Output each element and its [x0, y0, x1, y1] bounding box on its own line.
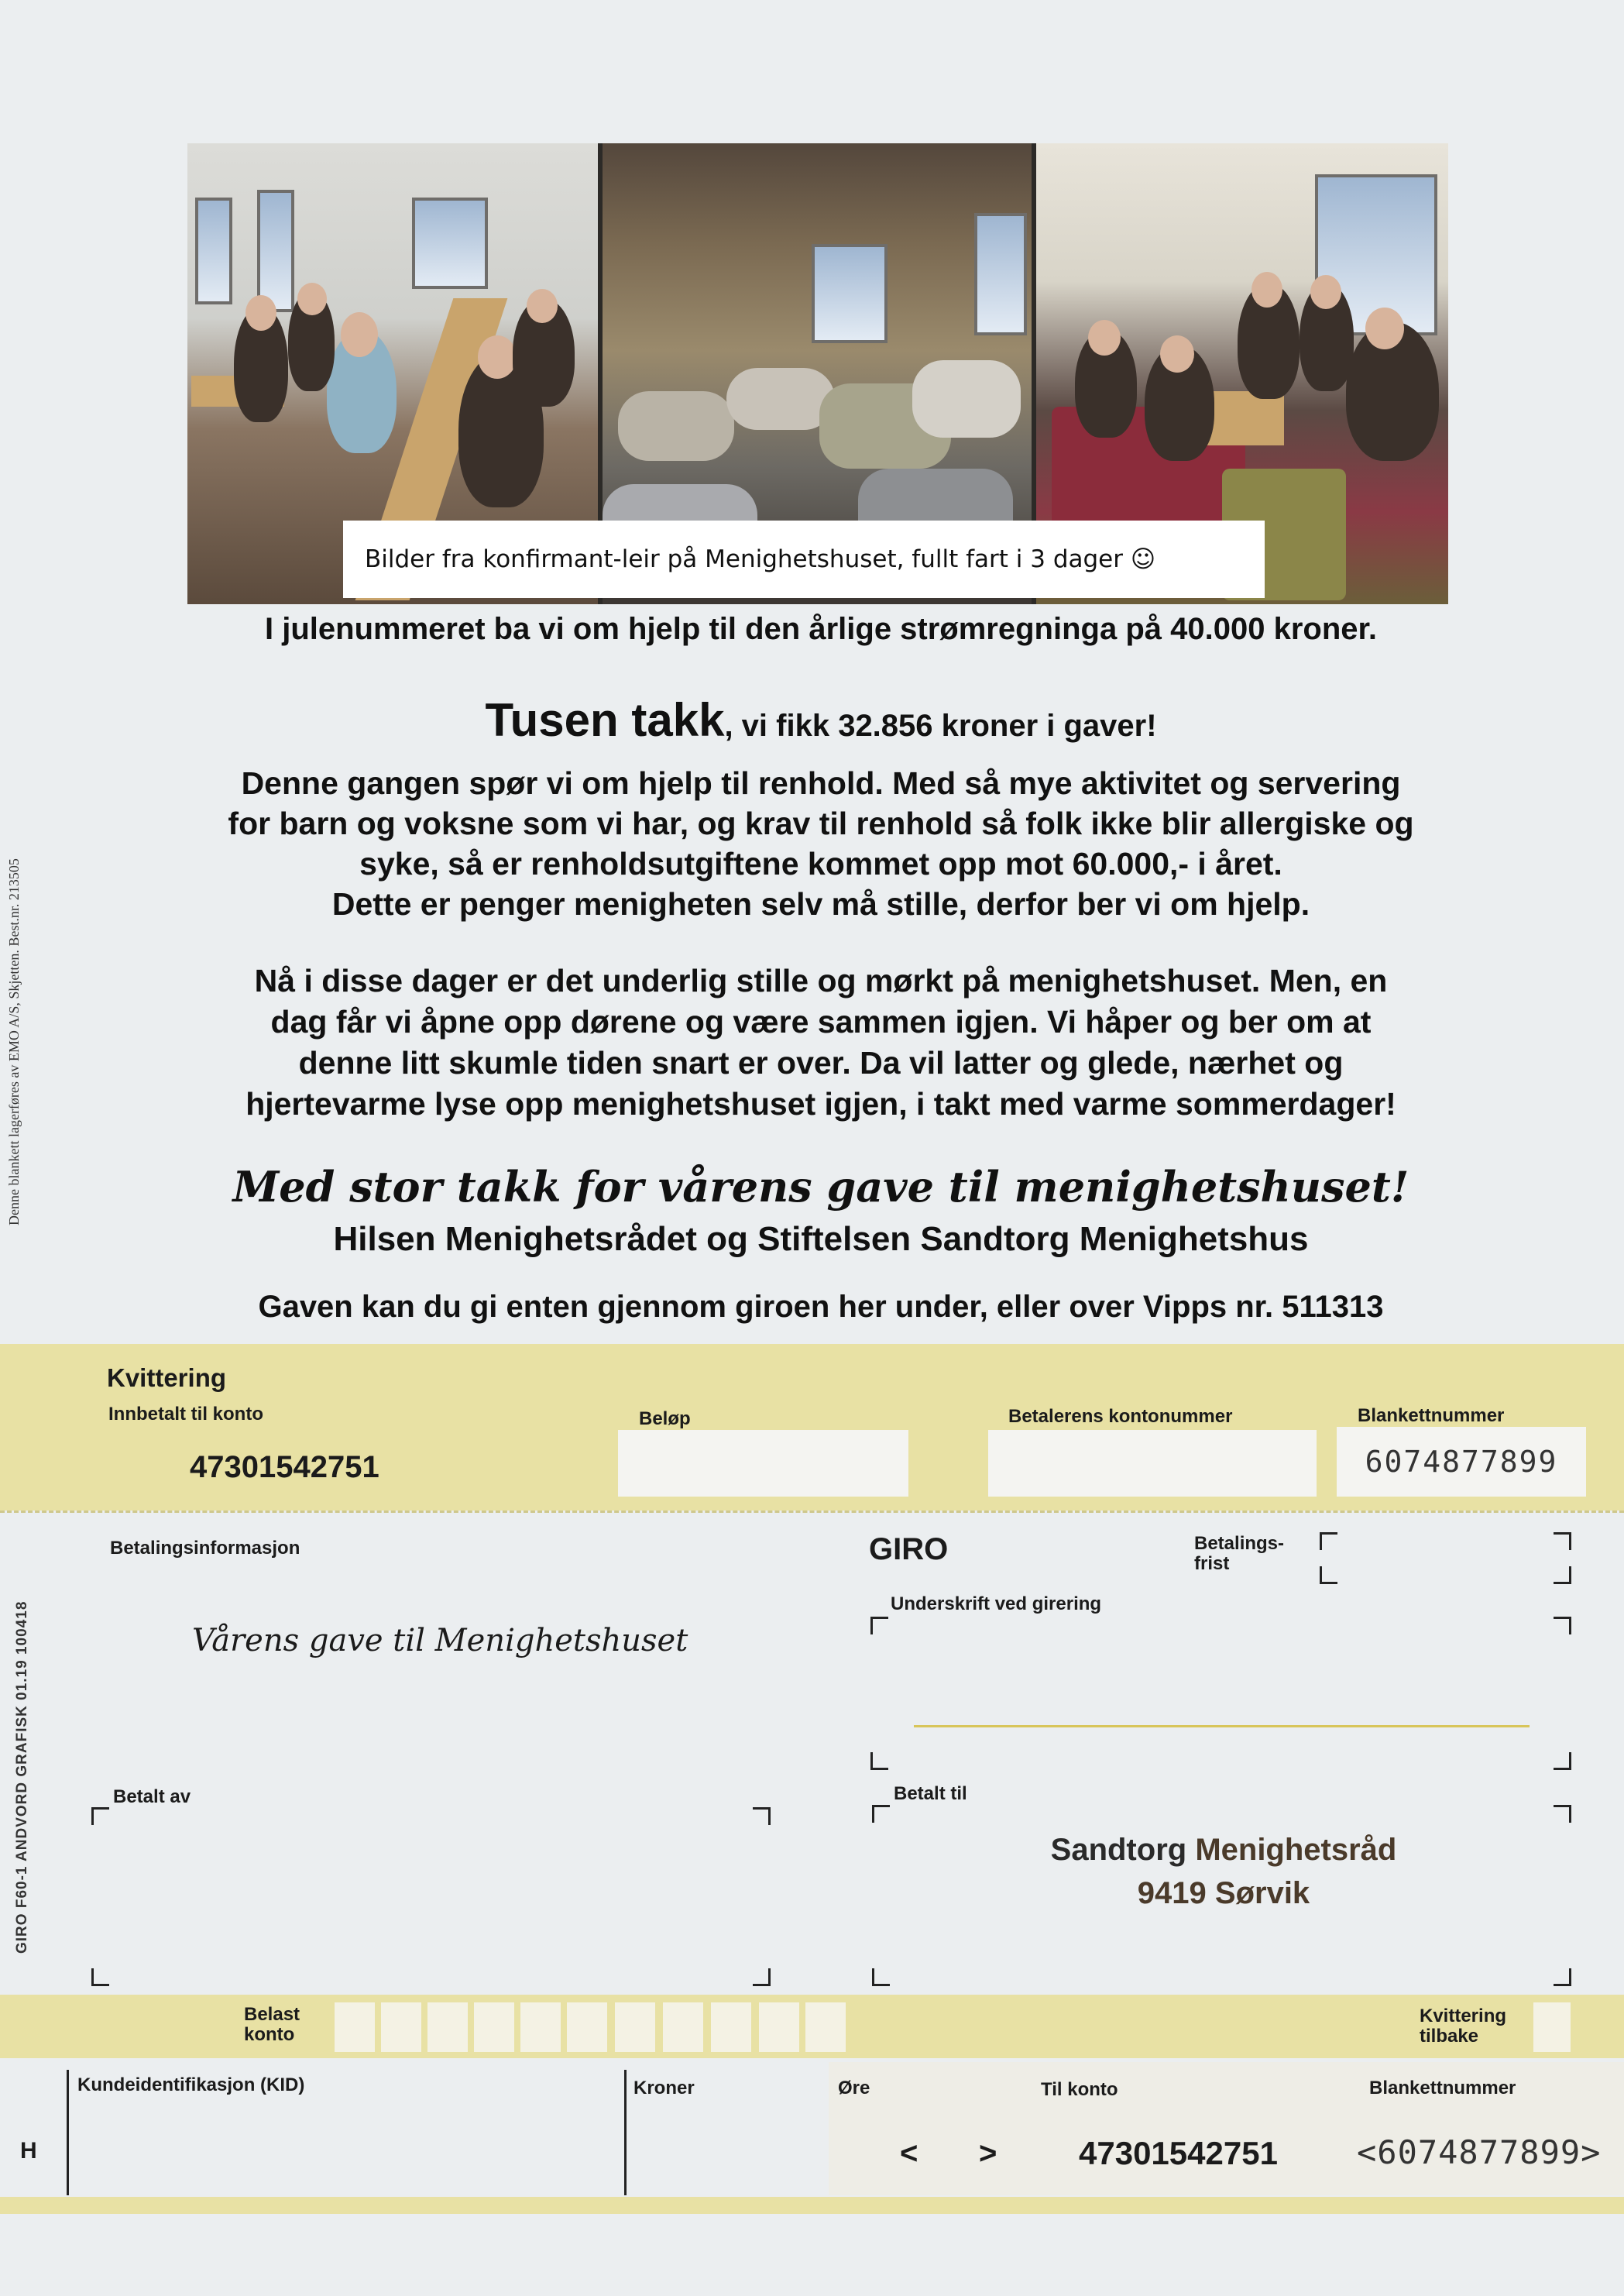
intro-line: I julenummeret ba vi om hjelp til den årlige strømregninga på 40.000 kroner. — [265, 612, 1377, 646]
paragraph-line: hjertevarme lyse opp menighetshuset igjen, i takt med varme sommerdager! — [245, 1086, 1396, 1122]
paid-by-label: Betalt av — [113, 1786, 191, 1807]
payment-info-text[interactable]: Vårens gave til Menighetshuset — [192, 1623, 688, 1658]
hope-paragraph — [139, 961, 1502, 1125]
paid-to-corner — [872, 1805, 890, 1823]
ocr-form-number: <6074877899> — [1357, 2133, 1602, 2171]
kroner-field[interactable] — [629, 2101, 822, 2194]
kroner-divider — [624, 2070, 627, 2195]
paid-by-corner — [91, 1807, 109, 1825]
receipt-back-label — [1420, 2006, 1506, 2047]
perforation-line — [0, 1511, 1624, 1513]
payer-account-label: Betalerens kontonummer — [1008, 1406, 1233, 1427]
debit-digit-box[interactable] — [520, 2002, 561, 2052]
due-label-line: Betalings- — [1194, 1533, 1285, 1554]
receipt-form-number-label: Blankettnummer — [1358, 1405, 1505, 1426]
paid-by-field[interactable] — [108, 1813, 751, 1979]
paid-to-corner — [1554, 1805, 1571, 1823]
debit-digit-box[interactable] — [427, 2002, 468, 2052]
thanks-script-line: Med stor takk for vårens gave til menighetshuset! — [232, 1162, 1409, 1212]
kroner-label: Kroner — [633, 2078, 695, 2098]
debit-account-label — [244, 2005, 300, 2045]
amount-field[interactable] — [618, 1430, 908, 1497]
signature-line[interactable] — [914, 1725, 1530, 1727]
paragraph-line: Dette er penger menigheten selv må stille, derfor ber vi om hjelp. — [331, 886, 1310, 922]
debit-digit-box[interactable] — [805, 2002, 846, 2052]
receipt-back-checkbox[interactable] — [1533, 2002, 1571, 2052]
paragraph-line: for barn og voksne som vi har, og krav til renhold så folk ikke blir allergiske og — [228, 806, 1414, 841]
receipt-title: Kvittering — [107, 1363, 227, 1392]
kid-divider — [67, 2070, 69, 2195]
side-print-note: Denne blankett lagerføres av EMO A/S, Skjetten. Best.nr. 213505 — [6, 858, 22, 1225]
receipt-account-number: 47301542751 — [190, 1450, 379, 1484]
debit-digit-box[interactable] — [567, 2002, 607, 2052]
signature-label: Underskrift ved girering — [891, 1593, 1102, 1614]
recipient-address: 9419 Sørvik — [1137, 1876, 1310, 1910]
debit-digit-box[interactable] — [474, 2002, 514, 2052]
debit-digit-box[interactable] — [711, 2002, 751, 2052]
paragraph-line: Denne gangen spør vi om hjelp til renhold. Med så mye aktivitet og servering — [241, 765, 1401, 801]
side-form-code: GIRO F60-1 ANDVORD GRAFISK 01.19 100418 — [14, 1600, 30, 1954]
bottom-form-number-label: Blankettnummer — [1369, 2078, 1516, 2098]
payer-account-field[interactable] — [988, 1430, 1317, 1497]
paragraph-line: Nå i disse dager er det underlig stille og mørkt på menighetshuset. Men, en — [254, 963, 1388, 998]
signature-field-corner — [1554, 1752, 1571, 1770]
paid-to-label: Betalt til — [894, 1783, 967, 1804]
debit-digit-box[interactable] — [615, 2002, 655, 2052]
paid-to-corner — [872, 1968, 890, 1986]
signature-field-corner — [870, 1617, 888, 1634]
paragraph-line: denne litt skumle tiden snart er over. Da vil latter og glede, nærhet og — [298, 1045, 1344, 1081]
debit-label-line: Belast — [244, 2004, 300, 2025]
ore-lt-marker: < — [900, 2136, 918, 2171]
recipient-name-part: Menighetsråd — [1195, 1833, 1397, 1867]
debit-digit-box[interactable] — [335, 2002, 375, 2052]
due-date-field[interactable] — [1332, 1531, 1557, 1582]
paid-by-corner — [753, 1807, 771, 1825]
ore-label: Øre — [838, 2078, 870, 2098]
paid-to-corner — [1554, 1968, 1571, 1986]
payment-info-label: Betalingsinformasjon — [110, 1538, 300, 1559]
payment-instructions: Gaven kan du gi enten gjennom giroen her under, eller over Vipps nr. 511313 — [258, 1290, 1384, 1324]
to-account-number: 47301542751 — [1079, 2135, 1278, 2171]
paragraph-line: dag får vi åpne opp dørene og være sammen igjen. Vi håper og ber om at — [270, 1004, 1372, 1040]
signature-field-corner — [1554, 1617, 1571, 1634]
giro-title: GIRO — [869, 1532, 949, 1566]
recipient-block — [914, 1828, 1533, 1915]
amount-label: Beløp — [639, 1408, 691, 1429]
debit-digit-box[interactable] — [759, 2002, 799, 2052]
debit-label-line: konto — [244, 2024, 295, 2045]
receipt-back-line: tilbake — [1420, 2026, 1479, 2047]
thanks-heading: Tusen takk — [485, 694, 725, 746]
receipt-account-label: Innbetalt til konto — [108, 1404, 263, 1425]
kid-field[interactable] — [71, 2099, 621, 2194]
thanks-amount: , vi fikk 32.856 kroner i gaver! — [724, 709, 1157, 743]
recipient-name — [914, 1828, 1533, 1872]
recipient-name-part: Sandtorg — [1050, 1833, 1196, 1867]
photo-caption: Bilder fra konfirmant-leir på Menighetshuset, fullt fart i 3 dager ☺ — [343, 521, 1265, 598]
due-date-label — [1194, 1534, 1284, 1574]
receipt-form-number: 6074877899 — [1337, 1427, 1586, 1497]
receipt-back-line: Kvittering — [1420, 2006, 1507, 2026]
bottom-color-bar — [0, 2197, 1624, 2214]
to-account-label: Til konto — [1041, 2079, 1118, 2100]
debit-digit-box[interactable] — [381, 2002, 421, 2052]
ore-gt-marker: > — [979, 2136, 997, 2171]
h-marker: H — [20, 2138, 37, 2164]
kid-label: Kundeidentifikasjon (KID) — [77, 2074, 305, 2095]
paragraph-line: syke, så er renholdsutgiftene kommet opp mot 60.000,- i året. — [359, 846, 1282, 882]
paid-by-corner — [753, 1968, 771, 1986]
due-label-line: frist — [1194, 1553, 1230, 1574]
paid-by-corner — [91, 1968, 109, 1986]
greeting: Hilsen Menighetsrådet og Stiftelsen Sandtorg Menighetshus — [333, 1220, 1309, 1258]
cleaning-paragraph — [139, 763, 1502, 924]
thanks-line — [139, 693, 1502, 747]
debit-digit-box[interactable] — [663, 2002, 703, 2052]
signature-field-corner — [870, 1752, 888, 1770]
